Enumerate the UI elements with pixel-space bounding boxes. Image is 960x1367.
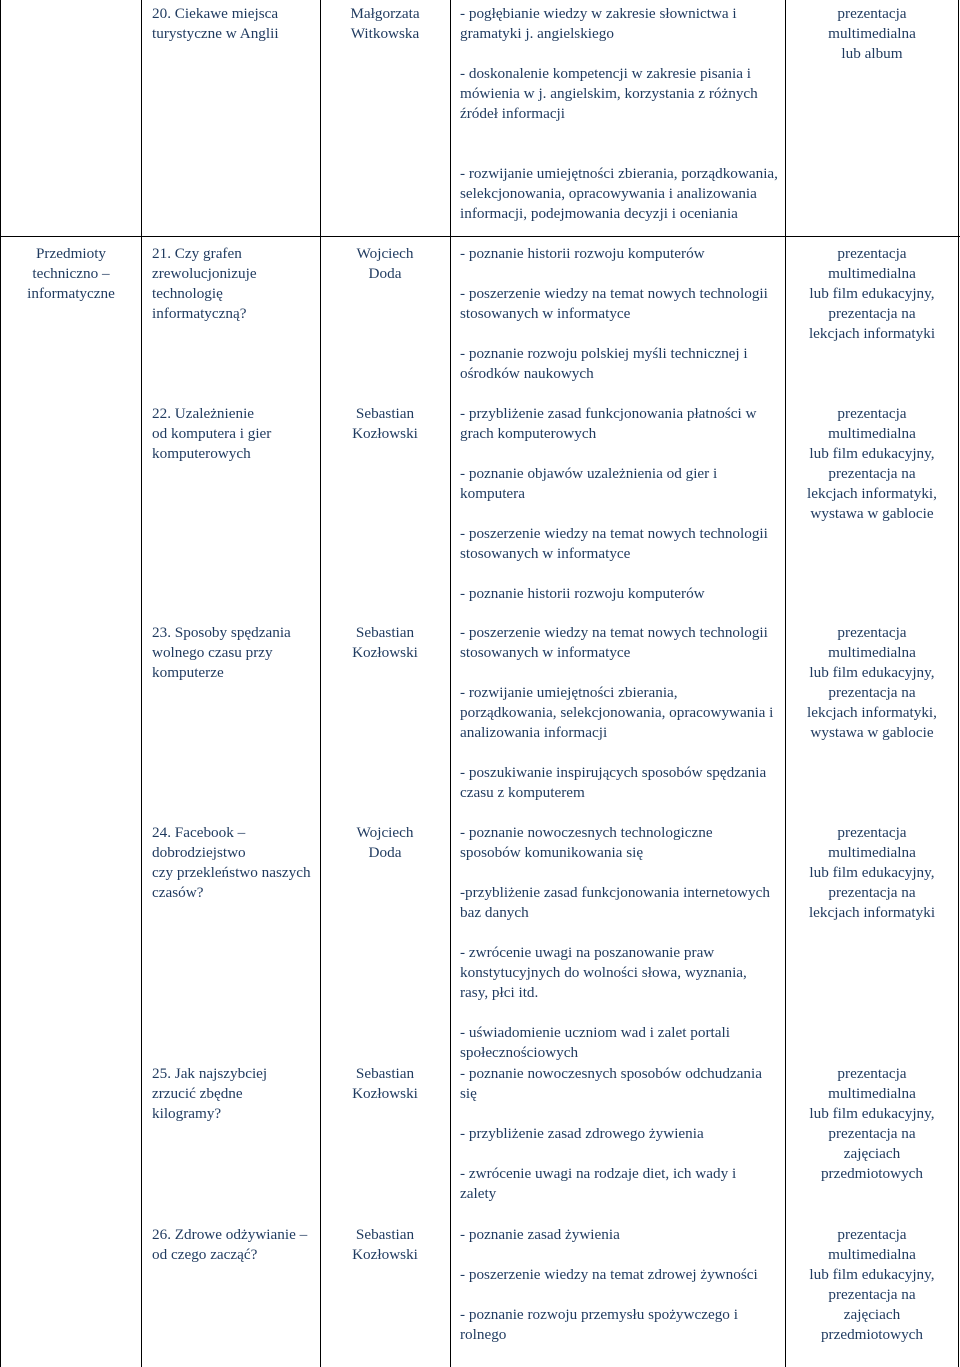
row-23-goals: [460, 623, 776, 803]
row-22-title: 22. Uzależnienie od komputera i gier komputerowych: [152, 405, 272, 462]
row-26-title: 26. Zdrowe odżywianie – od czego zacząć?: [152, 1226, 308, 1263]
goal-item: - zwrócenie uwagi na rodzaje diet, ich wady i zalety: [460, 1165, 737, 1202]
row-20-title: 20. Ciekawe miejsca turystyczne w Anglii: [152, 5, 279, 42]
row-22-author: Sebastian Kozłowski: [352, 405, 418, 442]
column-divider-3: [450, 0, 451, 1367]
row-21-title: 21. Czy grafen zrewolucjonizuje technologię informatyczną?: [152, 245, 257, 322]
category-label: Przedmioty techniczno – informatyczne: [27, 245, 115, 302]
goal-item: - poszerzenie wiedzy na temat nowych technologii stosowanych w informatyce: [460, 624, 768, 661]
row-divider: [0, 236, 960, 237]
goal-item: - rozwijanie umiejętności zbierania, porządkowania, selekcjonowania, opracowywania i analizowania informacji: [460, 684, 774, 741]
goal-item: -przybliżenie zasad funkcjonowania internetowych baz danych: [460, 884, 770, 921]
column-divider-1: [141, 0, 142, 1367]
row-21-form: prezentacja multimedialna lub film edukacyjny, prezentacja na lekcjach informatyki: [808, 245, 936, 342]
row-24-form: prezentacja multimedialna lub film edukacyjny, prezentacja na lekcjach informatyki: [808, 824, 936, 921]
goal-item: - zwrócenie uwagi na poszanowanie praw konstytucyjnych do wolności słowa, wyznania, rasy, płci itd.: [460, 944, 747, 1001]
row-23-title: 23. Sposoby spędzania wolnego czasu przy komputerze: [152, 624, 291, 681]
column-divider-4: [785, 0, 786, 1367]
table-border-left: [0, 0, 1, 1367]
column-divider-2: [320, 0, 321, 1367]
row-23-author: Sebastian Kozłowski: [352, 624, 418, 661]
goal-item: - poznanie historii rozwoju komputerów: [460, 245, 705, 262]
goal-item: - poznanie nowoczesnych sposobów odchudzania się: [460, 1065, 762, 1102]
row-25-title: 25. Jak najszybciej zrzucić zbędne kilogramy?: [152, 1065, 268, 1122]
row-24-author: Wojciech Doda: [356, 824, 414, 861]
goal-item: - poznanie historii rozwoju komputerów: [460, 585, 705, 602]
row-22-form: prezentacja multimedialna lub film edukacyjny, prezentacja na lekcjach informatyki, wystawa w gablocie: [807, 405, 937, 522]
row-26-form: prezentacja multimedialna lub film edukacyjny, prezentacja na zajęciach przedmiotowych: [809, 1226, 935, 1343]
goal-item: - poszukiwanie inspirujących sposobów spędzania czasu z komputerem: [460, 764, 767, 801]
goal-item: - rozwijanie umiejętności zbierania, porządkowania, selekcjonowania, opracowywania i analizowania informacji, podejmowania decyzji i oceniania: [460, 165, 778, 222]
row-24-title: 24. Facebook – dobrodziejstwo czy przekleństwo naszych czasów?: [152, 824, 311, 901]
goal-item: - poszerzenie wiedzy na temat zdrowej żywności: [460, 1266, 758, 1283]
row-25-author: Sebastian Kozłowski: [352, 1065, 418, 1102]
row-21-author: Wojciech Doda: [356, 245, 414, 282]
row-25-goals: [460, 1064, 776, 1204]
table-border-right: [958, 0, 959, 1367]
goal-item: - poznanie nowoczesnych technologiczne sposobów komunikowania się: [460, 824, 713, 861]
goal-item: - poszerzenie wiedzy na temat nowych technologii stosowanych w informatyce: [460, 525, 768, 562]
row-25-form: prezentacja multimedialna lub film edukacyjny, prezentacja na zajęciach przedmiotowych: [809, 1065, 935, 1182]
row-24-goals: [460, 823, 776, 1063]
goal-item: - poznanie rozwoju przemysłu spożywczego i rolnego: [460, 1306, 738, 1343]
goal-item: - poznanie rozwoju polskiej myśli technicznej i ośrodków naukowych: [460, 345, 748, 382]
row-22-goals: [460, 404, 776, 604]
goal-item: - poszerzenie wiedzy na temat nowych technologii stosowanych w informatyce: [460, 285, 768, 322]
goal-item: - przybliżenie zasad funkcjonowania płatności w grach komputerowych: [460, 405, 757, 442]
goal-item: - przybliżenie zasad zdrowego żywienia: [460, 1125, 704, 1142]
row-26-goals: [460, 1225, 776, 1345]
goal-item: - poznanie objawów uzależnienia od gier i komputera: [460, 465, 718, 502]
row-20-author: Małgorzata Witkowska: [350, 5, 420, 42]
row-21-goals: [460, 244, 776, 384]
row-23-form: prezentacja multimedialna lub film edukacyjny, prezentacja na lekcjach informatyki, wystawa w gablocie: [807, 624, 937, 741]
row-26-author: Sebastian Kozłowski: [352, 1226, 418, 1263]
row-20-form: prezentacja multimedialna lub album: [828, 5, 916, 62]
goal-item: - doskonalenie kompetencji w zakresie pisania i mówienia w j. angielskim, korzystania z różnych źródeł informacji: [460, 65, 758, 122]
goal-item: - pogłębianie wiedzy w zakresie słownictwa i gramatyki j. angielskiego: [460, 5, 737, 42]
row-20-goals: [460, 4, 780, 224]
goal-item: - poznanie zasad żywienia: [460, 1226, 620, 1243]
goal-item: - uświadomienie uczniom wad i zalet portali społecznościowych: [460, 1024, 730, 1061]
